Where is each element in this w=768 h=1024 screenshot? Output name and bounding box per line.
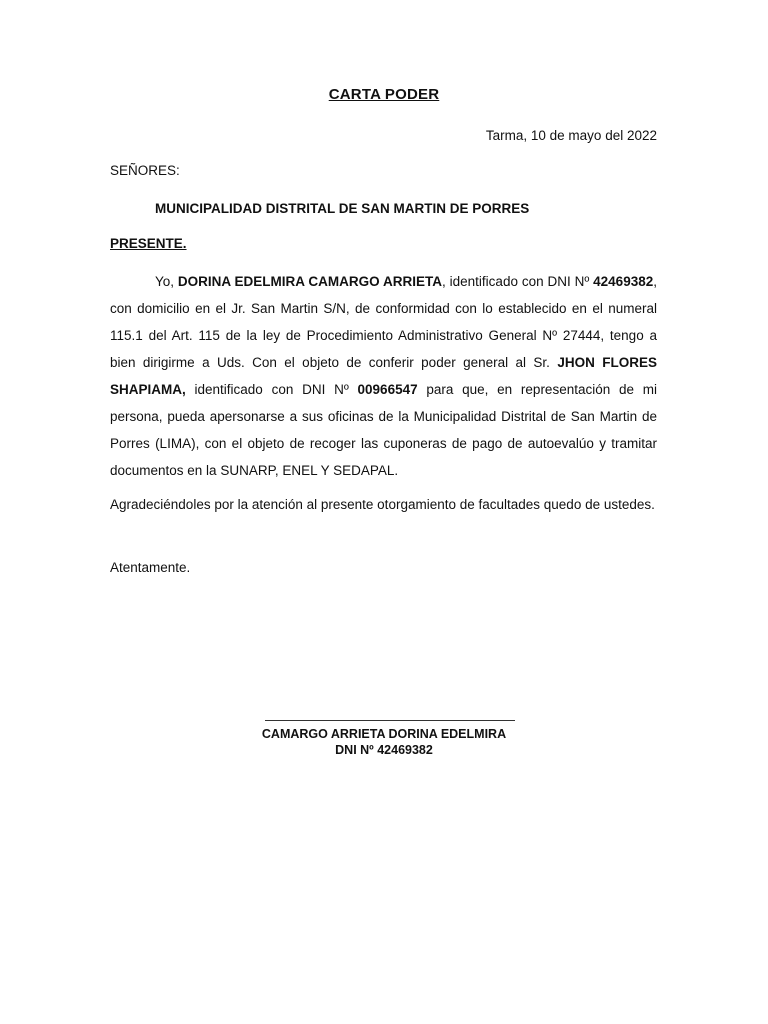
body-text-3: , con domicilio en el Jr. San Martin S/N, de conformidad con lo establecido en el numeral 115.1 del Art. 115 de la ley de Procedimiento Administrativo General Nº 27444, tengo a bien dirigirme a Uds. Con el objeto de conferir poder general al Sr. [110,274,657,370]
signature-name: CAMARGO ARRIETA DORINA EDELMIRA [261,727,507,741]
body-paragraph [110,268,657,484]
attorney-dni: 00966547 [357,382,418,397]
body-text-5: para que, en representación de mi persona, pueda apersonarse a sus oficinas de la Municipalidad Distrital de San Martin de Porres (LIMA), con el objeto de recoger las cuponeras de pago de autoevalúo y tramitar documentos en la SUNARP, ENEL Y SEDAPAL. [110,382,657,478]
body-text-2: , identificado con DNI Nº [442,274,594,289]
presente-label: PRESENTE. [110,236,187,251]
grantor-dni: 42469382 [593,274,654,289]
body-text-4: identificado con DNI Nº [185,382,358,397]
attorney-name: JHON FLORES SHAPIAMA, [110,355,657,397]
letter-date: Tarma, 10 de mayo del 2022 [485,128,657,143]
grantor-name: DORINA EDELMIRA CAMARGO ARRIETA [177,274,443,289]
body-text-1: Yo, [155,274,178,289]
signature-dni: DNI Nº 42469382 [335,743,433,757]
closing: Atentamente. [110,560,191,575]
document-title: CARTA PODER [328,86,440,103]
recipient: MUNICIPALIDAD DISTRITAL DE SAN MARTIN DE PORRES [155,201,530,216]
salutation: SEÑORES: [110,163,180,178]
thanks-paragraph: Agradeciéndoles por la atención al presente otorgamiento de facultades quedo de ustedes. [110,497,655,512]
signature-line [265,720,515,721]
